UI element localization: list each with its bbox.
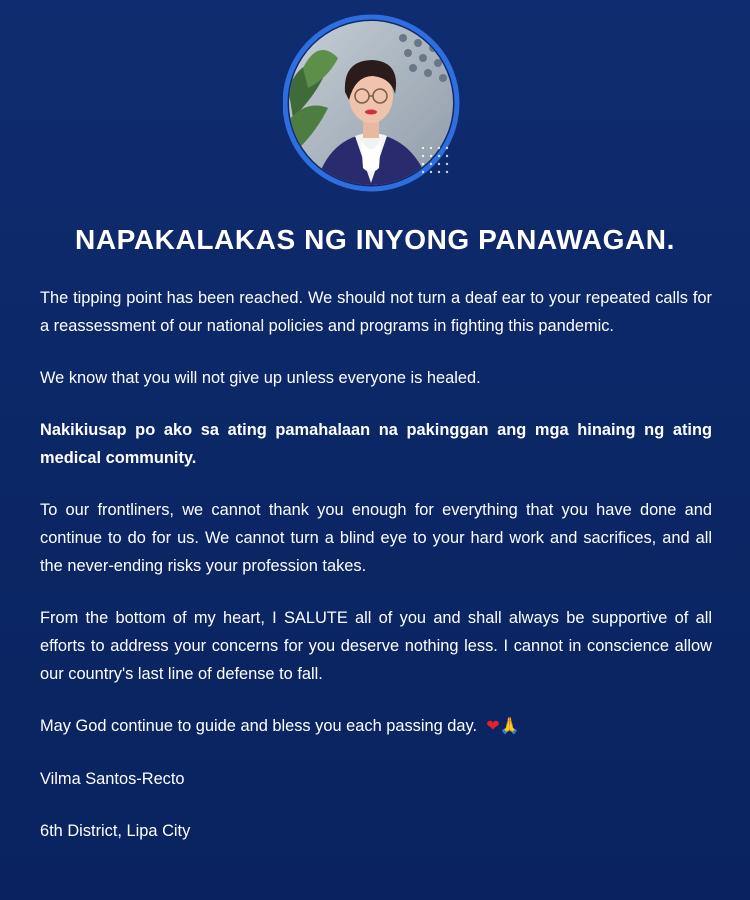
- paragraph-not-give-up: We know that you will not give up unless everyone is healed.: [40, 369, 481, 387]
- paragraph-tipping-point: The tipping point has been reached. We should not turn a deaf ear to your repeated calls for a reassessment of our national policies and programs in fighting this pandemic.: [40, 289, 712, 335]
- paragraph-frontliners: To our frontliners, we cannot thank you enough for everything that you have done and continue to do for us. We cannot turn a blind eye to your hard work and sacrifices, and all the never-ending risks your profession takes.: [40, 501, 712, 575]
- blessing-text: May God continue to guide and bless you each passing day.: [40, 717, 478, 735]
- statement-body: [40, 284, 712, 869]
- portrait: [283, 8, 463, 198]
- paragraph-salute: From the bottom of my heart, I SALUTE all of you and shall always be supportive of all efforts to address your concerns for you deserve nothing less. I cannot in conscience allow our country's last line of defense to fall.: [40, 609, 712, 683]
- heart-icon: ❤: [486, 718, 500, 735]
- portrait-photo: [283, 8, 463, 198]
- signature-district: 6th District, Lipa City: [40, 822, 191, 840]
- praying-hands-icon: 🙏: [499, 718, 520, 735]
- headline: NAPAKALAKAS NG INYONG PANAWAGAN.: [75, 224, 675, 255]
- signature-name: Vilma Santos-Recto: [40, 770, 185, 788]
- paragraph-appeal: Nakikiusap po ako sa ating pamahalaan na pakinggan ang mga hinaing ng ating medical community.: [40, 421, 712, 467]
- paragraph-blessing: [40, 712, 712, 741]
